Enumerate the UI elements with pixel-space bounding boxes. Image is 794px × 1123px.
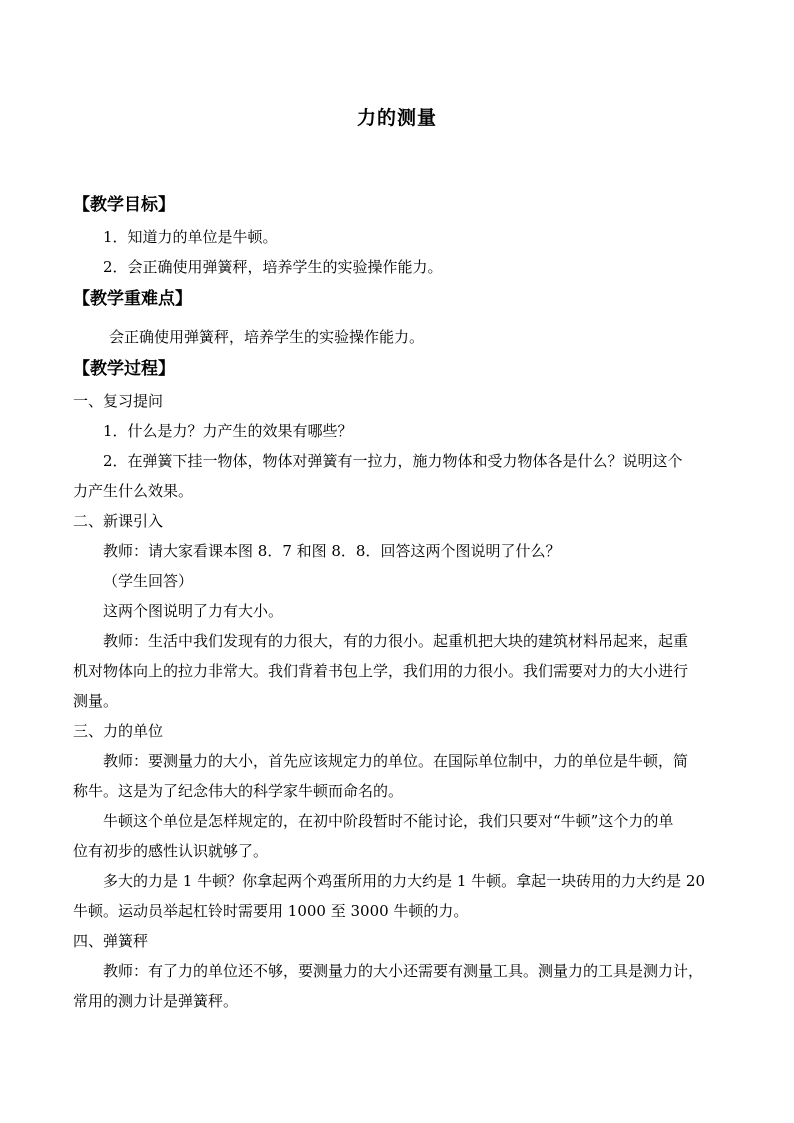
unit-paragraph-cont: 牛顿。运动员举起杠铃时需要用 1000 至 3000 牛顿的力。 [73, 902, 469, 920]
intro-paragraph: 这两个图说明了力有大小。 [103, 602, 284, 620]
key-points-text: 会正确使用弹簧秤，培养学生的实验操作能力。 [109, 328, 425, 346]
intro-student-answer: （学生回答） [103, 572, 194, 590]
goals-heading: 【教学目标】 [73, 195, 175, 215]
goal-item: 2．会正确使用弹簧秤，培养学生的实验操作能力。 [103, 258, 443, 276]
unit-paragraph-cont: 称牛。这是为了纪念伟大的科学家牛顿而命名的。 [73, 782, 404, 800]
goal-item: 1．知道力的单位是牛顿。 [103, 228, 278, 246]
intro-section-title: 二、新课引入 [73, 512, 164, 530]
intro-paragraph-cont: 测量。 [73, 692, 119, 710]
scale-paragraph: 教师：有了力的单位还不够，要测量力的大小还需要有测量工具。测量力的工具是测力计， [103, 962, 704, 980]
intro-paragraph: 教师：生活中我们发现有的力很大，有的力很小。起重机把大块的建筑材料吊起来，起重 [103, 632, 689, 650]
intro-paragraph: 教师：请大家看课本图 8．7 和图 8．8．回答这两个图说明了什么？ [103, 542, 561, 560]
scale-paragraph-cont: 常用的测力计是弹簧秤。 [73, 992, 239, 1010]
review-question-2: 2．在弹簧下挂一物体，物体对弹簧有一拉力，施力物体和受力物体各是什么？说明这个 [103, 452, 683, 470]
unit-section-title: 三、力的单位 [73, 722, 164, 740]
unit-paragraph: 多大的力是 1 牛顿？你拿起两个鸡蛋所用的力大约是 1 牛顿。拿起一块砖用的力大约是 20 [103, 872, 706, 890]
unit-paragraph: 教师：要测量力的大小，首先应该规定力的单位。在国际单位制中，力的单位是牛顿，简 [103, 752, 689, 770]
review-question-1: 1．什么是力？力产生的效果有哪些？ [103, 422, 353, 440]
review-question-2-cont: 力产生什么效果。 [73, 482, 194, 500]
unit-paragraph-cont: 位有初步的感性认识就够了。 [73, 842, 269, 860]
scale-section-title: 四、弹簧秤 [73, 932, 149, 950]
document-body [73, 188, 723, 1016]
unit-paragraph: 牛顿这个单位是怎样规定的，在初中阶段暂时不能讨论，我们只要对“牛顿”这个力的单 [103, 812, 674, 830]
document-title: 力的测量 [356, 107, 437, 129]
process-heading: 【教学过程】 [73, 359, 175, 379]
intro-paragraph-cont: 机对物体向上的拉力非常大。我们背着书包上学，我们用的力很小。我们需要对力的大小进行 [73, 662, 689, 680]
review-section-title: 一、复习提问 [73, 392, 164, 410]
key-points-heading: 【教学重难点】 [73, 289, 192, 309]
